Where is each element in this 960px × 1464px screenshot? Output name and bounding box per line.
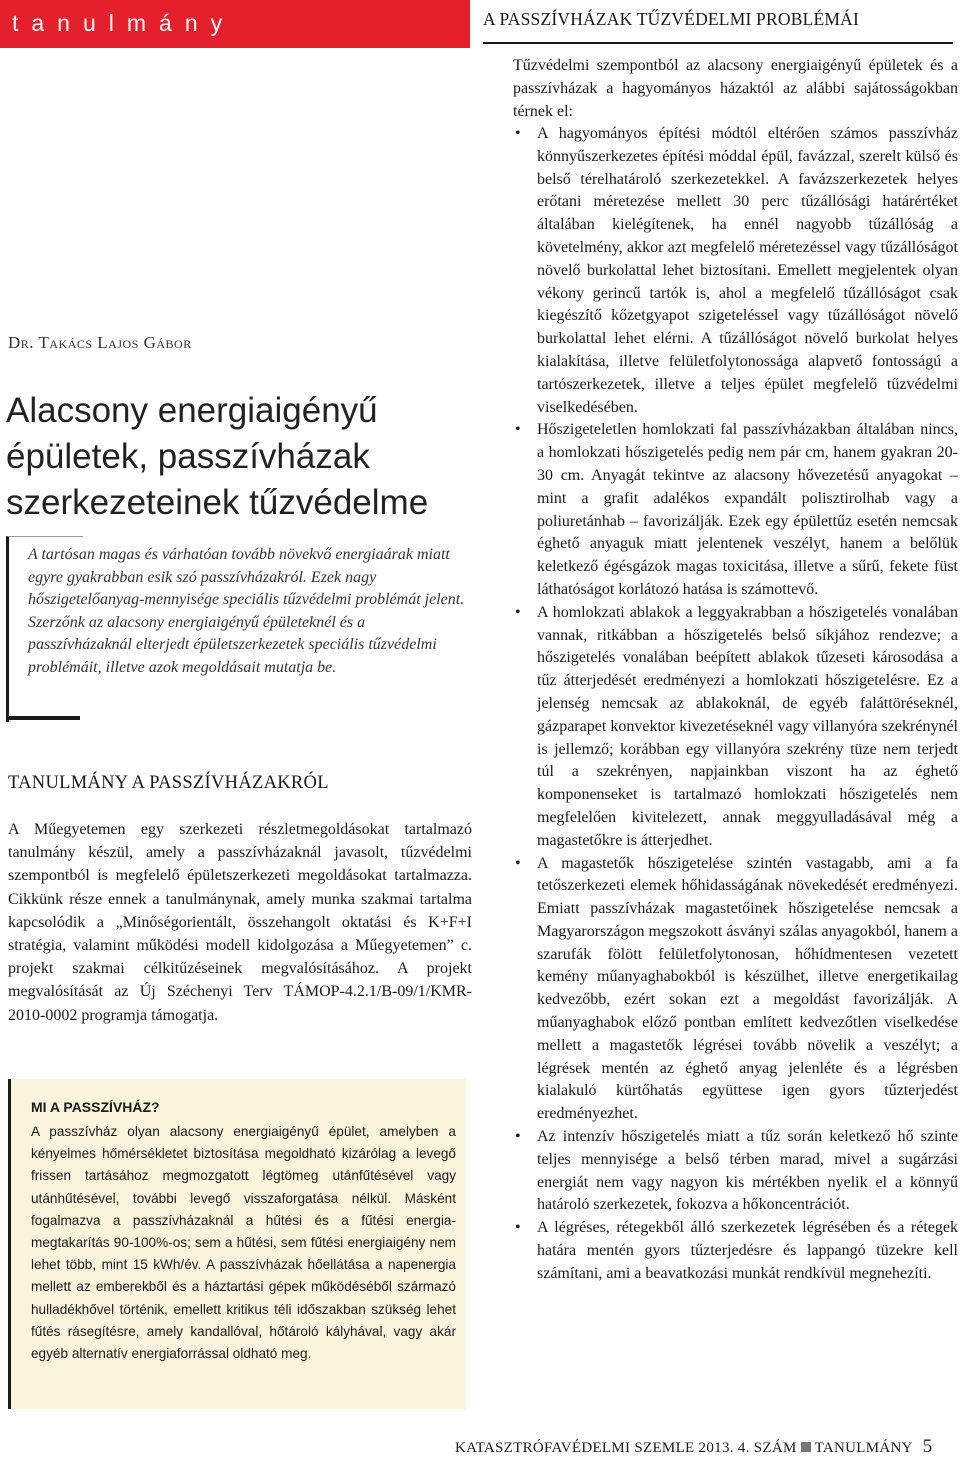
bullet-icon: •	[515, 125, 521, 142]
footer-journal: KATASZTRÓFAVÉDELMI SZEMLE 2013. 4. SZÁM	[455, 1440, 797, 1456]
bullet-icon: •	[515, 421, 521, 439]
bullet-icon: •	[515, 1219, 521, 1237]
list-item-text: A hagyományos építési módtól eltérően számos passzívház könnyűszerkezetes építési móddal épül, favázzal, szerelt külső és belső térelhatároló szerkezetekkel. A favázszerkezetek helyes erőtani méretezése mellett 30 perc tűzállósági határértéket általában kielégítenek, ha ennél nagyobb tűzállóság a követelmény, akkor azt megfelelő méretezéssel vagy tűzállóságot növelő burkolattal lehet biztosítani. Emellett megjelentek olyan vékony gerincű tartók is, ahol a megfelelő tűzállóságot csak kiegészítő kőzetgyapot szigeteléssel vagy tűzállóságot növelő burkolattal lehet elérni. A tűzállóságot növelő burkolat helyes kialakítása, illetve felületfolytonossága alapvető fontosságú a tartószerkezetek, illetve a teljes épület megfelelő tűzvédelmi viselkedésében.	[537, 125, 958, 416]
list-item	[515, 1217, 958, 1285]
list-item-text: A homlokzati ablakok a leggyakrabban a hőszigetelés vonalában vannak, ritkábban a hőszigetelés belső síkjához rendezve; a hőszigetelés vonalában beépített ablakok tűzeseti károsodása a tűz átterjedését eredményezi a homlokzati hőszigetelésre. Ez a jelenség nemcsak az ablakoknál, de egyéb faláttöréseknél, gázparapet konvektor kivezetéseknél vagy villanyóra szekrénynél is jellemző; korábban egy villanyóra szekrény tüze nem terjedt túl a szekrényen, napjainkban viszont ha az éghető komponenseket is tartalmazó homlokzati hőszigetelés nem megfelelően kivitelezett, annak meggyulladásával még a magastetőkre is átterjedhet.	[537, 603, 958, 849]
list-item	[515, 419, 958, 601]
page-number: 5	[922, 1436, 933, 1457]
author-name: Dr. Takács Lajos Gábor	[8, 333, 192, 352]
list-item	[515, 1126, 958, 1217]
section-label: tanulmány	[12, 10, 236, 36]
bullet-icon: •	[515, 854, 521, 872]
list-item	[515, 602, 958, 853]
list-item-text: A légréses, rétegekből álló szerkezetek légrésében és a rétegek határa mentén gyors tűzterjedésre és lappangó tüzekre kell számítani, ami a beavatkozási munkát rendkívül megnehezíti.	[537, 1219, 958, 1282]
section-heading: TANULMÁNY A PASSZÍVHÁZAKRÓL	[8, 773, 329, 793]
info-box-title: MI A PASSZÍVHÁZ?	[31, 1099, 160, 1115]
list-item-text: Hőszigeteletlen homlokzati fal passzívházakban általában nincs, a homlokzati hőszigetelés pedig nem pár cm, hanem gyakran 20-30 cm. Anyagát tekintve az alacsony hővezetésű anyagokat – mint a grafit adalékos expandált polisztirolhab vagy a poliuretánhab – favorizálják. Ezek egy épülettűz esetén nemcsak éghető anyaguk miatt jelentenek veszélyt, hanem a belőlük keletkező égésgázok magas toxicitása, illetve a sűrű, fekete füst láthatóságot korlátozó hatása is számottevő.	[537, 421, 958, 598]
list-item	[515, 853, 958, 1127]
article-title: Alacsony energiaigényű épületek, passzívházak szerkezeteinek tűzvédelme	[6, 391, 429, 522]
square-separator-icon	[801, 1442, 811, 1452]
right-column-intro: Tűzvédelmi szempontból az alacsony energiaigényű épületek és a passzívházak a hagyományos házaktól az alábbi sajátosságokban térnek el:	[513, 57, 958, 120]
list-item	[515, 123, 958, 419]
bullet-icon: •	[515, 1128, 521, 1146]
section-label-bar	[0, 0, 470, 48]
fire-problems-list	[515, 123, 958, 1286]
info-box-body: A passzívház olyan alacsony energiaigényű épület, amelyben a kényelmes hőmérsékletet biztosítása megoldható kizárólag a levegő frissen tartásához megmozgatott légtömeg utánfűtésével vagy utánhűtésével, további levegő visszaforgatása nélkül. Másként fogalmazva a passzívházaknál a hűtési és a fűtési energia-megtakarítás 90-100%-os; sem a hűtési, sem fűtési energiaigény nem lehet több, mint 15 kWh/év. A passzívházak hőellátása a napenergia mellett az emberekből és a háztartási gépek működéséből származó hulladékhővel történik, emellett kritikus téli időszakban szükség lehet fűtés rásegítésre, amely kandallóval, hőtároló kályhával, vagy akár egyéb alternatív energiaforrással oldható meg.	[31, 1124, 456, 1362]
info-box	[8, 1079, 466, 1409]
right-column-heading: A PASSZÍVHÁZAK TŰZVÉDELMI PROBLÉMÁI	[483, 9, 859, 29]
list-item-text: Az intenzív hőszigetelés miatt a tűz során keletkező hő szinte teljes mennyisége a belső térben marad, mivel a sugárzási energiát nem vagy nagyon kis mértékben nyelik el a könnyű határoló szerkezetek, fokozva a hőkoncentrációt.	[537, 1128, 958, 1214]
lead-bracket-rule	[6, 716, 80, 720]
section-body: A Műegyetemen egy szerkezeti részletmegoldásokat tartalmazó tanulmány készül, amely a passzívházaknál javasolt, tűzvédelmi szempontból is megfelelő épületszerkezeti megoldásokat tartalmazza. Cikkünk része ennek a tanulmánynak, amely munka szakmai tartalma kapcsolódik a „Minőségorientált, összehangolt oktatási és K+F+I stratégia, valamint működési modell kidolgozása a Műegyetemen” c. projekt szakmai célkitűzéseinek megvalósításához. A projekt megvalósítását az Új Széchenyi Terv TÁMOP-4.2.1/B-09/1/KMR-2010-0002 programja támogatja.	[8, 821, 472, 1024]
list-item-text: A magastetők hőszigetelése szintén vastagabb, ami a fa tetőszerkezeti elemek hőhidasságának növekedését eredményezi. Emiatt passzívházak magastetőinek hőszigetelése nemcsak a Magyarországon megszokott ásványi szálas anyagokból, hanem a szarufák fölött felületfolytonosan, hőhídmentesen vezetett kemény műanyaghabokból is készülhet, illetve energetikailag kedvezőbb, ezért sokan ezt a megoldást favorizálják. A műanyaghabok előző pontban említett kedvezőtlen viselkedése mellett a magastetők légrései tovább növelik a veszélyt; a légrések mentén az éghető anyag jelenléte és a légrésben kialakuló kürtőhatás együttese igen gyors tűzterjedést eredményezhet.	[537, 854, 958, 1123]
page-footer	[455, 1436, 933, 1458]
article-lead: A tartósan magas és várhatóan tovább növekvő energiaárak miatt egyre gyakrabban esik szó passzívházakról. Ezek nagy hőszigetelőanyag-mennyisége speciális tűzvédelmi problémát jelent. Szerzőnk az alacsony energiaigényű épületeknél és a passzívházaknál elterjedt épületszerkezetek speciális tűzvédelmi problémáit, illetve azok megoldásait mutatja be.	[28, 546, 465, 676]
heading-rule	[483, 42, 953, 44]
bullet-icon: •	[515, 603, 521, 621]
footer-section: TANULMÁNY	[814, 1440, 913, 1456]
